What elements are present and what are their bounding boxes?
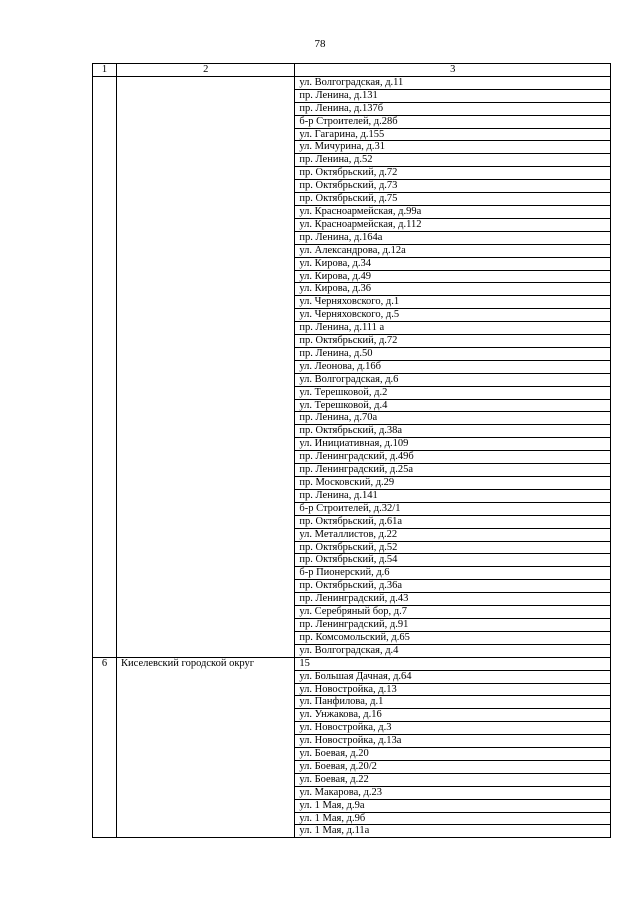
address-cell: пр. Ленинградский, д.49б: [295, 451, 611, 464]
row-name-cell: [117, 502, 295, 515]
address-cell: ул. Волгоградская, д.4: [295, 644, 611, 657]
address-cell: ул. Металлистов, д.22: [295, 528, 611, 541]
row-number-cell: [93, 567, 117, 580]
row-name-cell: [117, 76, 295, 89]
row-number-cell: [93, 425, 117, 438]
address-cell: ул. Волгоградская, д.6: [295, 373, 611, 386]
row-name-cell: [117, 141, 295, 154]
table-row: [93, 567, 611, 580]
table-row: [93, 373, 611, 386]
row-name-cell: [117, 451, 295, 464]
row-name-cell: [117, 709, 295, 722]
address-cell: ул. Черняховского, д.1: [295, 296, 611, 309]
address-cell: ул. Новостройка, д.13а: [295, 735, 611, 748]
row-name-cell: [117, 412, 295, 425]
address-table-body: [93, 64, 611, 838]
table-row: [93, 180, 611, 193]
row-name-cell: [117, 606, 295, 619]
row-name-cell: [117, 580, 295, 593]
row-name-cell: [117, 399, 295, 412]
table-row: [93, 193, 611, 206]
table-row: [93, 464, 611, 477]
address-cell: пр. Ленинградский, д.43: [295, 593, 611, 606]
address-cell: ул. 1 Мая, д.11а: [295, 825, 611, 838]
row-name-cell: [117, 231, 295, 244]
table-row: [93, 515, 611, 528]
row-number-cell: [93, 773, 117, 786]
row-name-cell: [117, 477, 295, 490]
row-number-cell: [93, 193, 117, 206]
row-name-cell: [117, 373, 295, 386]
row-number-cell: [93, 205, 117, 218]
table-row: [93, 541, 611, 554]
row-name-cell: [117, 128, 295, 141]
table-row: [93, 528, 611, 541]
row-name-cell: [117, 205, 295, 218]
row-number-cell: [93, 748, 117, 761]
address-cell: ул. Серебряный бор, д.7: [295, 606, 611, 619]
row-name-cell: [117, 631, 295, 644]
row-name-cell: [117, 360, 295, 373]
table-row: [93, 322, 611, 335]
row-name-cell: [117, 593, 295, 606]
row-name-cell: [117, 812, 295, 825]
table-row: [93, 89, 611, 102]
address-cell: пр. Ленина, д.164а: [295, 231, 611, 244]
row-name-cell: [117, 322, 295, 335]
address-cell: пр. Октябрьский, д.73: [295, 180, 611, 193]
row-name-cell: [117, 748, 295, 761]
row-name-cell: [117, 825, 295, 838]
table-header-row: [93, 64, 611, 77]
table-row: [93, 683, 611, 696]
row-number-cell: [93, 631, 117, 644]
row-number-cell: [93, 373, 117, 386]
row-number-cell: [93, 722, 117, 735]
table-row: [93, 606, 611, 619]
address-cell: пр. Ленина, д.137б: [295, 102, 611, 115]
row-number-cell: [93, 257, 117, 270]
row-name-cell: [117, 541, 295, 554]
row-number-cell: [93, 335, 117, 348]
address-cell: ул. Боевая, д.20: [295, 748, 611, 761]
table-row: [93, 283, 611, 296]
table-row: [93, 244, 611, 257]
row-number-cell: [93, 451, 117, 464]
address-cell: ул. Панфилова, д.1: [295, 696, 611, 709]
address-cell: ул. Терешковой, д.2: [295, 386, 611, 399]
table-row: [93, 760, 611, 773]
table-row: [93, 231, 611, 244]
table-row: [93, 270, 611, 283]
table-row: [93, 347, 611, 360]
table-row: [93, 128, 611, 141]
row-name-cell: [117, 167, 295, 180]
row-name-cell: [117, 567, 295, 580]
table-row: [93, 735, 611, 748]
table-row: [93, 257, 611, 270]
table-row: [93, 748, 611, 761]
table-row: [93, 425, 611, 438]
address-cell: пр. Октябрьский, д.52: [295, 541, 611, 554]
table-row: [93, 657, 611, 670]
address-cell: пр. Октябрьский, д.72: [295, 167, 611, 180]
row-name-cell: [117, 683, 295, 696]
address-cell: ул. Инициативная, д.109: [295, 438, 611, 451]
address-cell: ул. Мичурина, д.31: [295, 141, 611, 154]
row-name-cell: [117, 347, 295, 360]
row-number-cell: [93, 786, 117, 799]
row-number-cell: [93, 580, 117, 593]
address-cell: пр. Ленина, д.111 а: [295, 322, 611, 335]
row-name-cell: [117, 554, 295, 567]
page-number: 78: [314, 38, 326, 50]
address-cell: ул. Гагарина, д.155: [295, 128, 611, 141]
table-row: [93, 825, 611, 838]
table-row: [93, 786, 611, 799]
row-name-cell: [117, 528, 295, 541]
table-row: [93, 709, 611, 722]
table-row: [93, 502, 611, 515]
row-name-cell: [117, 696, 295, 709]
row-name-cell: [117, 218, 295, 231]
row-name-cell: [117, 786, 295, 799]
row-number-cell: [93, 735, 117, 748]
address-cell: б-р Строителей, д.32/1: [295, 502, 611, 515]
row-number-cell: [93, 799, 117, 812]
row-name-cell: [117, 670, 295, 683]
address-cell: ул. Новостройка, д.3: [295, 722, 611, 735]
address-cell: пр. Ленинградский, д.91: [295, 618, 611, 631]
row-number-cell: [93, 515, 117, 528]
address-cell: пр. Ленина, д.50: [295, 347, 611, 360]
address-cell: ул. Унжакова, д.16: [295, 709, 611, 722]
row-number-cell: [93, 270, 117, 283]
address-cell: ул. Волгоградская, д.11: [295, 76, 611, 89]
row-name-cell: [117, 180, 295, 193]
address-cell: пр. Октябрьский, д.38а: [295, 425, 611, 438]
row-number-cell: [93, 528, 117, 541]
row-number-cell: [93, 360, 117, 373]
address-cell: ул. Кирова, д.34: [295, 257, 611, 270]
row-number-cell: [93, 309, 117, 322]
address-cell: ул. 1 Мая, д.9а: [295, 799, 611, 812]
table-row: [93, 360, 611, 373]
row-name-cell: [117, 115, 295, 128]
address-cell: пр. Октябрьский, д.36а: [295, 580, 611, 593]
row-number-cell: [93, 812, 117, 825]
table-row: [93, 102, 611, 115]
table-row: [93, 799, 611, 812]
row-number-cell: [93, 554, 117, 567]
row-number-cell: [93, 477, 117, 490]
table-row: [93, 696, 611, 709]
row-number-cell: [93, 412, 117, 425]
row-name-cell: [117, 799, 295, 812]
address-cell: ул. Кирова, д.36: [295, 283, 611, 296]
address-table: [92, 63, 611, 838]
address-cell: ул. Большая Дачная, д.64: [295, 670, 611, 683]
row-number-cell: [93, 167, 117, 180]
row-number-cell: [93, 593, 117, 606]
row-number-cell: [93, 709, 117, 722]
row-name-cell: [117, 438, 295, 451]
table-row: [93, 812, 611, 825]
municipality-number: 6: [93, 657, 117, 670]
table-row: [93, 773, 611, 786]
row-name-cell: [117, 489, 295, 502]
table-row: [93, 618, 611, 631]
row-name-cell: [117, 283, 295, 296]
address-cell: пр. Октябрьский, д.75: [295, 193, 611, 206]
row-name-cell: [117, 722, 295, 735]
address-cell: ул. Красноармейская, д.99а: [295, 205, 611, 218]
row-number-cell: [93, 76, 117, 89]
row-number-cell: [93, 128, 117, 141]
municipality-name: Киселевский городской округ: [117, 657, 295, 670]
table-row: [93, 76, 611, 89]
row-number-cell: [93, 825, 117, 838]
address-cell: пр. Октябрьский, д.54: [295, 554, 611, 567]
address-cell: ул. Красноармейская, д.112: [295, 218, 611, 231]
row-number-cell: [93, 683, 117, 696]
address-cell: ул. Макарова, д.23: [295, 786, 611, 799]
row-name-cell: [117, 270, 295, 283]
address-cell: ул. Черняховского, д.5: [295, 309, 611, 322]
row-name-cell: [117, 309, 295, 322]
table-row: [93, 335, 611, 348]
row-name-cell: [117, 425, 295, 438]
row-number-cell: [93, 618, 117, 631]
row-number-cell: [93, 502, 117, 515]
row-number-cell: [93, 283, 117, 296]
address-cell: пр. Ленина, д.131: [295, 89, 611, 102]
table-row: [93, 722, 611, 735]
table-row: [93, 115, 611, 128]
row-name-cell: [117, 154, 295, 167]
address-cell: пр. Ленина, д.141: [295, 489, 611, 502]
row-number-cell: [93, 464, 117, 477]
table-row: [93, 489, 611, 502]
table-row: [93, 309, 611, 322]
table-row: [93, 399, 611, 412]
address-cell: ул. 1 Мая, д.9б: [295, 812, 611, 825]
row-number-cell: [93, 89, 117, 102]
row-name-cell: [117, 89, 295, 102]
address-cell: пр. Октябрьский, д.72: [295, 335, 611, 348]
table-row: [93, 451, 611, 464]
row-number-cell: [93, 244, 117, 257]
table-row: [93, 218, 611, 231]
address-cell: пр. Ленинградский, д.25а: [295, 464, 611, 477]
row-number-cell: [93, 399, 117, 412]
address-count-cell: 15: [295, 657, 611, 670]
row-name-cell: [117, 515, 295, 528]
row-number-cell: [93, 760, 117, 773]
address-cell: ул. Боевая, д.22: [295, 773, 611, 786]
header-col-1: 1: [93, 64, 117, 77]
row-name-cell: [117, 335, 295, 348]
table-row: [93, 141, 611, 154]
table-row: [93, 386, 611, 399]
row-number-cell: [93, 670, 117, 683]
row-number-cell: [93, 606, 117, 619]
row-name-cell: [117, 773, 295, 786]
row-number-cell: [93, 644, 117, 657]
table-row: [93, 631, 611, 644]
address-cell: пр. Московский, д.29: [295, 477, 611, 490]
address-cell: пр. Октябрьский, д.61а: [295, 515, 611, 528]
table-row: [93, 205, 611, 218]
row-number-cell: [93, 322, 117, 335]
address-cell: ул. Александрова, д.12а: [295, 244, 611, 257]
address-cell: ул. Леонова, д.16б: [295, 360, 611, 373]
row-number-cell: [93, 386, 117, 399]
address-cell: ул. Кирова, д.49: [295, 270, 611, 283]
address-cell: ул. Новостройка, д.13: [295, 683, 611, 696]
row-number-cell: [93, 231, 117, 244]
row-number-cell: [93, 115, 117, 128]
row-name-cell: [117, 193, 295, 206]
table-row: [93, 670, 611, 683]
row-name-cell: [117, 618, 295, 631]
row-name-cell: [117, 760, 295, 773]
address-cell: пр. Ленина, д.52: [295, 154, 611, 167]
table-row: [93, 593, 611, 606]
row-name-cell: [117, 644, 295, 657]
table-row: [93, 438, 611, 451]
row-name-cell: [117, 464, 295, 477]
row-name-cell: [117, 102, 295, 115]
table-row: [93, 154, 611, 167]
table-row: [93, 412, 611, 425]
row-number-cell: [93, 489, 117, 502]
row-name-cell: [117, 386, 295, 399]
header-col-3: 3: [295, 64, 611, 77]
table-row: [93, 554, 611, 567]
address-cell: пр. Комсомольский, д.65: [295, 631, 611, 644]
row-number-cell: [93, 141, 117, 154]
row-name-cell: [117, 244, 295, 257]
row-number-cell: [93, 154, 117, 167]
row-number-cell: [93, 347, 117, 360]
header-col-2: 2: [117, 64, 295, 77]
table-row: [93, 477, 611, 490]
table-row: [93, 296, 611, 309]
table-row: [93, 644, 611, 657]
row-name-cell: [117, 296, 295, 309]
address-cell: б-р Строителей, д.28б: [295, 115, 611, 128]
row-number-cell: [93, 218, 117, 231]
address-cell: ул. Терешковой, д.4: [295, 399, 611, 412]
row-name-cell: [117, 257, 295, 270]
address-cell: ул. Боевая, д.20/2: [295, 760, 611, 773]
row-number-cell: [93, 541, 117, 554]
address-cell: б-р Пионерский, д.6: [295, 567, 611, 580]
row-number-cell: [93, 102, 117, 115]
row-number-cell: [93, 180, 117, 193]
row-number-cell: [93, 696, 117, 709]
table-row: [93, 167, 611, 180]
row-name-cell: [117, 735, 295, 748]
table-row: [93, 580, 611, 593]
row-number-cell: [93, 438, 117, 451]
row-number-cell: [93, 296, 117, 309]
address-cell: пр. Ленина, д.70а: [295, 412, 611, 425]
